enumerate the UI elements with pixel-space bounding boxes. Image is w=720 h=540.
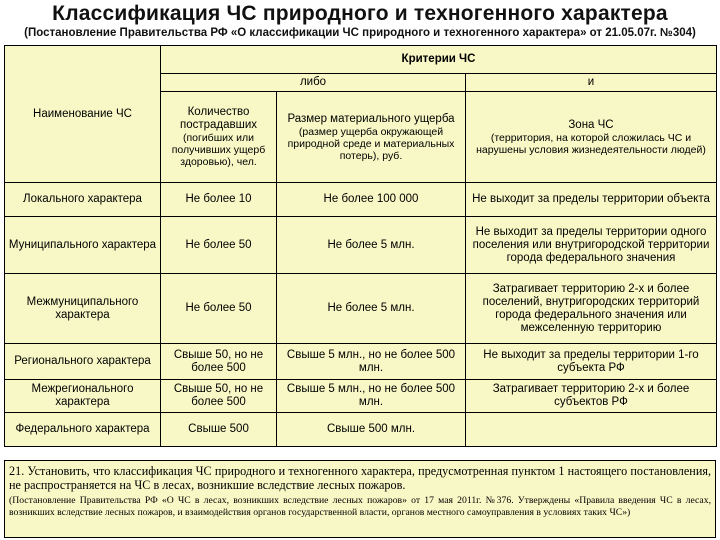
table-row — [5, 380, 717, 413]
row-zone: Не выходит за пределы территории объекта — [466, 183, 717, 217]
row-zone: Затрагивает территорию 2-х и более поселений, внутригородских территорий города федерального значения или межселенную территорию — [466, 274, 717, 344]
damage-header-title: Размер материального ущерба — [287, 112, 455, 125]
row-damage: Не более 5 млн. — [277, 217, 466, 274]
row-victims: Не более 50 — [161, 274, 277, 344]
row-damage: Не более 5 млн. — [277, 274, 466, 344]
or-connector: либо — [161, 74, 466, 92]
row-victims: Не более 10 — [161, 183, 277, 217]
zone-header — [466, 92, 717, 183]
row-zone: Не выходит за пределы территории одного поселения или внутригородской территории города федерального значения — [466, 217, 717, 274]
row-victims: Свыше 50, но не более 500 — [161, 344, 277, 380]
table-row — [5, 217, 717, 274]
victims-header — [161, 92, 277, 183]
row-name: Регионального характера — [5, 344, 161, 380]
table-row — [5, 344, 717, 380]
row-zone — [466, 413, 717, 447]
table-row — [5, 413, 717, 447]
row-damage: Свыше 500 млн. — [277, 413, 466, 447]
row-name: Межмуниципального характера — [5, 274, 161, 344]
page-title: Классификация ЧС природного и техногенного характера — [52, 2, 668, 25]
and-connector: и — [466, 74, 717, 92]
name-header: Наименование ЧС — [5, 46, 161, 183]
row-name: Локального характера — [5, 183, 161, 217]
zone-header-title: Зона ЧС — [568, 118, 614, 131]
row-name: Федерального характера — [5, 413, 161, 447]
row-damage: Свыше 5 млн., но не более 500 млн. — [277, 380, 466, 413]
footnote-source: (Постановление Правительства РФ «О ЧС в лесах, возникших вследствие лесных пожаров» от 17 мая 2011г. №376. Утверждены «Правила введения ЧС в лесах, возникших вследствие лесных пожаров, и взаимодействия органов государственной власти, органов местного самоуправления в условиях таких ЧС») — [9, 495, 711, 518]
table-row — [5, 274, 717, 344]
row-name: Межрегионального характера — [5, 380, 161, 413]
row-victims: Не более 50 — [161, 217, 277, 274]
row-victims: Свыше 50, но не более 500 — [161, 380, 277, 413]
damage-header — [277, 92, 466, 183]
classification-table — [4, 45, 717, 447]
victims-header-title: Количество пострадавших — [179, 106, 258, 131]
row-name: Муниципального характера — [5, 217, 161, 274]
row-damage: Не более 100 000 — [277, 183, 466, 217]
victims-header-note: (погибших или получивших ущерб здоровью), чел. — [171, 132, 266, 168]
footnote-main: 21. Установить, что классификация ЧС природного и техногенного характера, предусмотренная пунктом 1 настоящего постановления, не распространяется на ЧС в лесах, возникшие вследствие лесных пожаров. — [9, 464, 711, 492]
table-row — [5, 183, 717, 217]
row-damage: Свыше 5 млн., но не более 500 млн. — [277, 344, 466, 380]
zone-header-note: (территория, на которой сложилась ЧС и нарушены условия жизнедеятельности людей) — [476, 131, 706, 156]
row-zone: Не выходит за пределы территории 1-го субъекта РФ — [466, 344, 717, 380]
footnote-box — [4, 460, 716, 538]
criteria-header: Критерии ЧС — [161, 46, 717, 74]
header-row-criteria — [5, 46, 717, 74]
row-zone: Затрагивает территорию 2-х и более субъектов РФ — [466, 380, 717, 413]
page-subtitle: (Постановление Правительства РФ «О классификации ЧС природного и техногенного характера» от 21.05.07г. №304) — [24, 27, 696, 39]
damage-header-note: (размер ущерба окружающей природной среде и материальных потерь), руб. — [287, 125, 455, 162]
row-victims: Свыше 500 — [161, 413, 277, 447]
